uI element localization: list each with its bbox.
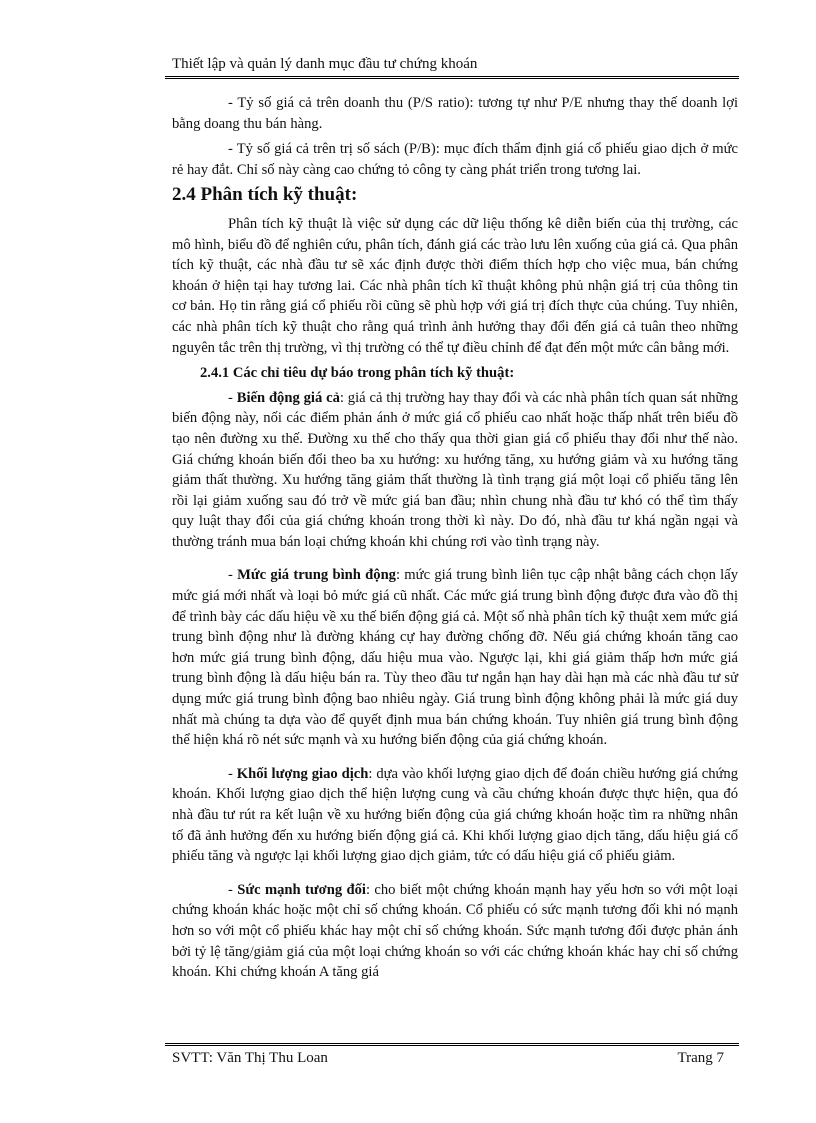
indicator-term: Khối lượng giao dịch [236,765,369,782]
indicator-prefix: - [228,567,238,584]
footer-author: SVTT: Văn Thị Thu Loan [172,1050,328,1066]
indicator-paragraph [172,565,738,750]
header-divider [165,76,739,79]
indicator-prefix: - [228,881,238,898]
footer-page-number: Trang 7 [677,1050,724,1066]
indicator-paragraph [172,388,738,553]
indicator-term: Mức giá trung bình động [237,567,396,584]
indicator-prefix: - [228,765,237,782]
section-heading: 2.4 Phân tích kỹ thuật: [172,184,358,206]
footer-divider [165,1043,739,1046]
pb-ratio-paragraph: - Tỷ số giá cả trên trị số sách (P/B): mục đích thẩm định giá cổ phiếu giao dịch ở mức rẻ hay đắt. Chỉ số này càng cao chứng tỏ công ty càng phát triển trong tương lai. [172,141,738,178]
indicator-prefix: - [228,389,237,406]
indicator-description: : dựa vào khối lượng giao dịch để đoán chiều hướng giá chứng khoán. Khối lượng giao dịch thể hiện lượng cung và cầu chứng khoán được thực hiện, qua đó nhà đầu tư rút ra kết luận về xu hướng biến động của giá chứng khoán hoặc tìm ra những nhân tố đã ảnh hưởng đến xu hướng biến động giá cả. Khi khối lượng giao dịch tăng, dấu hiệu giá cổ phiếu tăng và ngược lại khối lượng giao dịch giảm, tức có dấu hiệu giá cổ phiếu giảm. [172,765,739,865]
indicator-description: : mức giá trung bình liên tục cập nhật bằng cách chọn lấy mức giá mới nhất và loại bỏ mức giá cũ nhất. Các mức giá trung bình động được đưa vào đồ thị để trình bày các dấu hiệu về xu thế biến động giá cả. Một số nhà phân tích kỹ thuật xem mức giá trung bình động như là đường kháng cự hay đường chống đỡ. Nếu giá chứng khoán tăng cao hơn mức giá trung bình động, dấu hiệu mua vào. Ngược lại, khi giá giảm thấp hơn mức giá trung bình động là dấu hiệu bán ra. Tùy theo đầu tư ngắn hạn hay dài hạn mà các nhà đầu tư sử dụng mức giá trung bình động bao nhiêu ngày. Giá trung bình động không phải là mức giá duy nhất mà chúng ta dựa vào để quyết định mua bán chứng khoán. Tuy nhiên giá trung bình động thể hiện khá rõ nét sức mạnh và xu hướng biến động của giá chứng khoán. [172,567,738,749]
indicator-description: : giá cả thị trường hay thay đổi và các nhà phân tích quan sát những biến động này, nối các điểm phản ánh ở mức giá cổ phiếu cao nhất hoặc thấp nhất trên biểu đồ tạo nên đường xu thế. Đường xu thế cho thấy qua thời gian giá cổ phiếu thay đổi như thế nào. Giá chứng khoán biến đổi theo ba xu hướng: xu hướng tăng, xu hướng giảm và xu hướng tăng giảm thất thường. Xu hướng tăng giảm thất thường là tình trạng giá một loại cổ phiếu tăng lên rồi lại giảm xuống sau đó trở về mức giá ban đầu; nhìn chung nhà đầu tư khó có thể tìm thấy quy luật thay đổi của giá chứng khoán trong thời kì này. Do đó, nhà đầu tư khá ngần ngại và thường tránh mua bán loại chứng khoán khi chúng rơi vào tình trạng này. [172,389,738,550]
indicator-term: Biến động giá cả [236,389,340,406]
ps-ratio-paragraph: - Tỷ số giá cả trên doanh thu (P/S ratio): tương tự như P/E nhưng thay thế doanh lợi bằng doang thu bán hàng. [172,95,738,132]
section-intro-paragraph: Phân tích kỹ thuật là việc sử dụng các dữ liệu thống kê diễn biến của thị trường, các mô hình, biểu đồ để nghiên cứu, phân tích, đánh giá các trào lưu lên xuống của giá cả. Qua phân tích kỹ thuật, các nhà đầu tư sẽ xác định được thời điểm thích hợp cho việc mua, bán chứng khoán ở hiện tại hay tương lai. Các nhà phân tích kĩ thuật không phủ nhận giá trị của thông tin cơ bản. Họ tin rằng giá cổ phiếu rồi cũng sẽ phù hợp với giá trị đích thực của chúng. Tuy nhiên, các nhà phân tích kỹ thuật cho rằng quá trình ảnh hưởng thay đổi đến giá cả tuân theo những nguyên tắc trên thị trường, vì thị trường có thể tự điều chỉnh để đạt đến một mức cân bằng mới. [172,215,738,356]
page-header-title: Thiết lập và quản lý danh mục đầu tư chứng khoán [172,56,478,72]
indicator-term: Sức mạnh tương đối [237,881,366,898]
indicator-paragraph [172,880,738,983]
indicator-paragraph [172,764,738,867]
page-body [172,93,738,996]
subsection-heading: 2.4.1 Các chỉ tiêu dự báo trong phân tích kỹ thuật: [200,365,515,382]
indicator-description: : cho biết một chứng khoán mạnh hay yếu hơn so với một loại chứng khoán khác hoặc một chỉ số chứng khoán. Cổ phiếu có sức mạnh tương đối khi nó mạnh hơn so với một cổ phiếu khác hay một chỉ số chứng khoán. Sức mạnh tương đối được phản ánh bởi tỷ lệ tăng/giảm giá của một loại chứng khoán so với các chứng khoán khác hay chỉ số chứng khoán. Khi chứng khoán A tăng giá [172,881,739,981]
